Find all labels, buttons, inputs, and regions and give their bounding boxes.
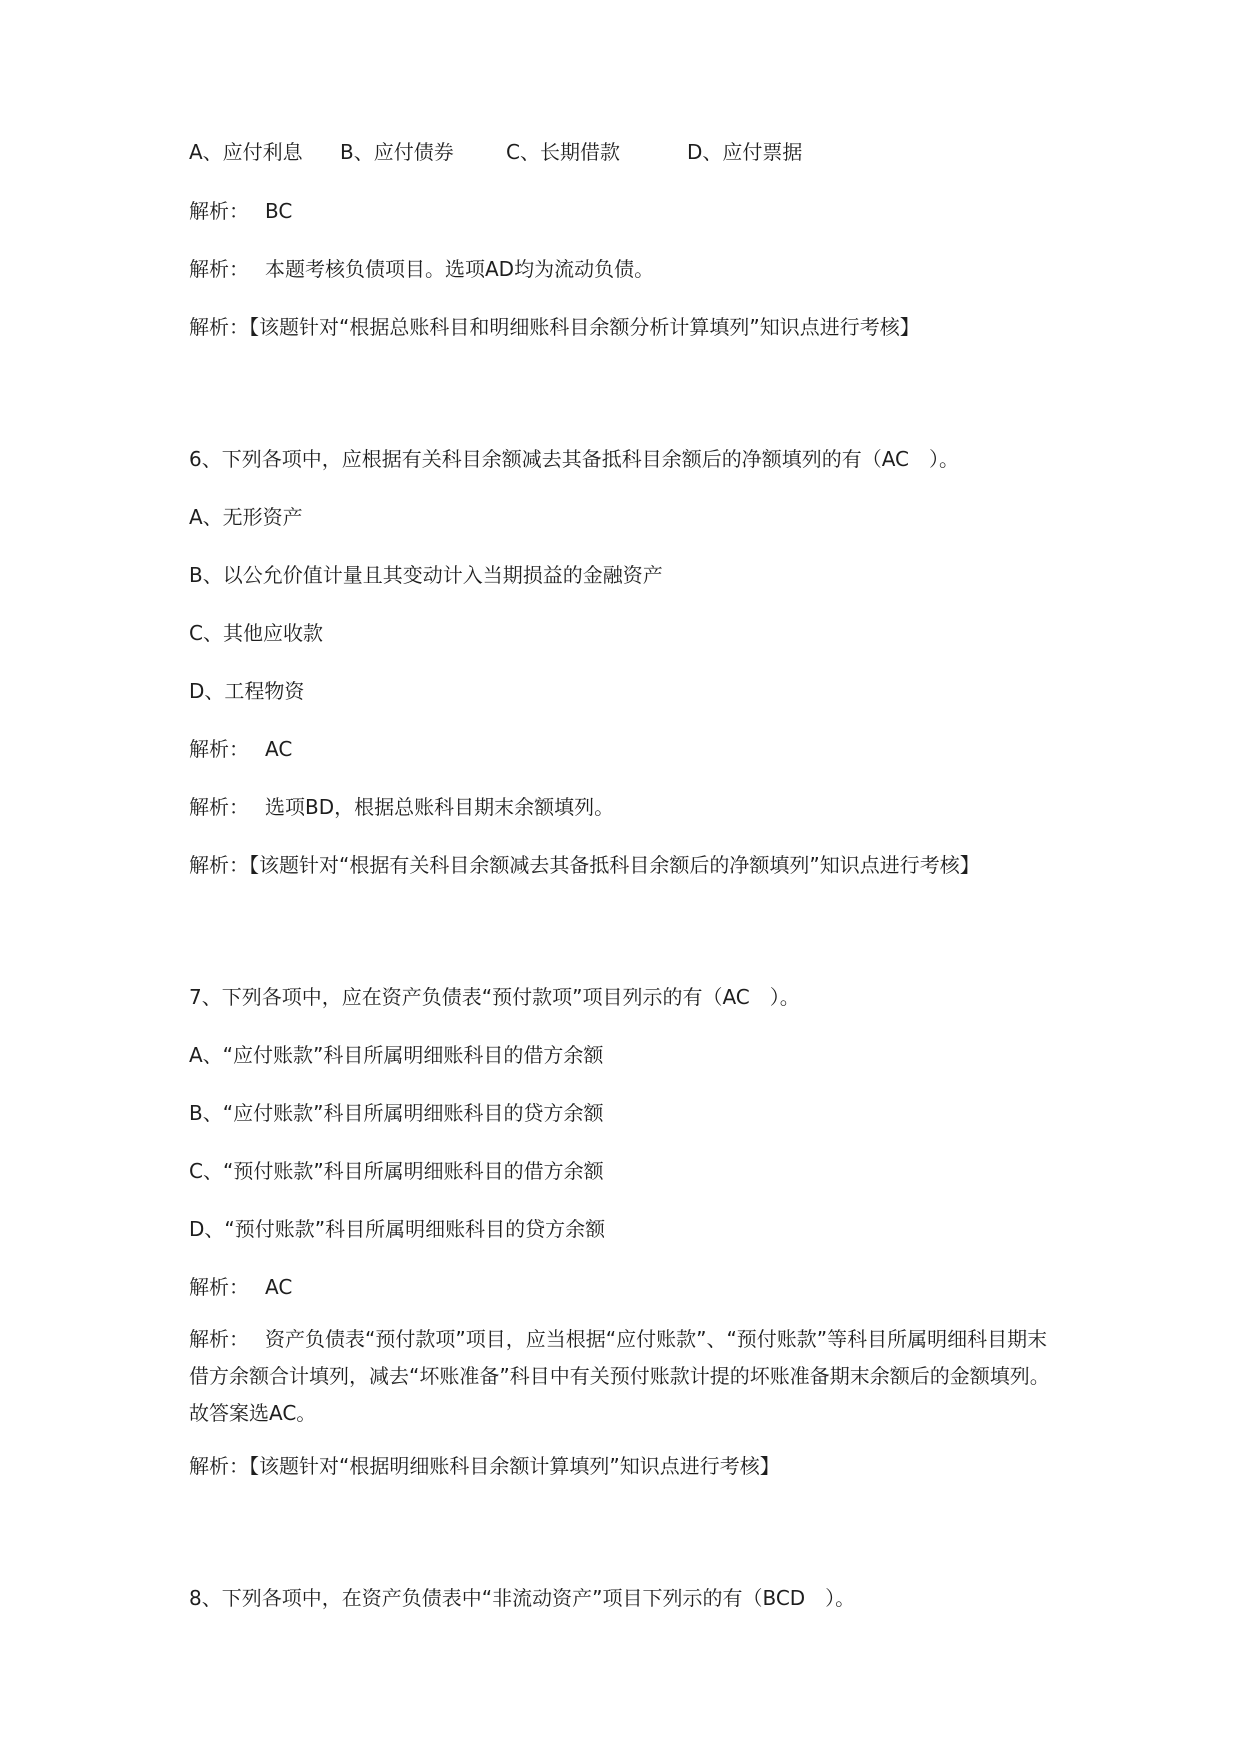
q7-explanation-text: 资产负债表“预付款项”项目，应当根据“应付账款”、“预付账款”等科目所属明细科目期末借方余额合计填列，减去“坏账准备”科目中有关预付账款计提的坏账准备期末余额后的金额填列。故答案选AC。 <box>189 1327 1050 1425</box>
q7-explanation <box>189 1321 1057 1432</box>
q5-option-c: C、长期借款 <box>506 140 620 164</box>
q6-option-a: A、无形资产 <box>189 505 303 529</box>
q5-option-a: A、应付利息 <box>189 140 303 164</box>
q6-option-b: B、以公允价值计量且其变动计入当期损益的金融资产 <box>189 563 663 587</box>
q7-explanation-label: 解析： <box>189 1327 249 1351</box>
q7-answer-value: AC <box>265 1275 293 1299</box>
q5-option-b: B、应付债券 <box>340 140 454 164</box>
q6-option-d: D、工程物资 <box>189 679 305 703</box>
q7-question: 7、下列各项中，应在资产负债表“预付款项”项目列示的有（AC ）。 <box>189 985 800 1009</box>
q6-question: 6、下列各项中，应根据有关科目余额减去其备抵科目余额后的净额填列的有（AC ）。 <box>189 447 960 471</box>
q6-explanation-text: 选项BD，根据总账科目期末余额填列。 <box>265 795 615 819</box>
q7-option-c: C、“预付账款”科目所属明细账科目的借方余额 <box>189 1159 604 1183</box>
q5-option-d: D、应付票据 <box>687 140 803 164</box>
q8-question: 8、下列各项中，在资产负债表中“非流动资产”项目下列示的有（BCD ）。 <box>189 1586 856 1610</box>
q6-option-c: C、其他应收款 <box>189 621 323 645</box>
q6-answer-value: AC <box>265 737 293 761</box>
q7-answer <box>189 1272 292 1302</box>
q6-explanation <box>189 792 614 822</box>
q5-answer-value: BC <box>265 199 293 223</box>
q7-option-d: D、“预付账款”科目所属明细账科目的贷方余额 <box>189 1217 606 1241</box>
q5-explanation <box>189 254 654 284</box>
q7-answer-label: 解析： <box>189 1275 249 1299</box>
q6-answer-label: 解析： <box>189 737 249 761</box>
q5-knowledge-point: 解析：【该题针对“根据总账科目和明细账科目余额分析计算填列”知识点进行考核】 <box>189 315 920 339</box>
q6-answer <box>189 734 292 764</box>
q5-answer <box>189 196 292 226</box>
q5-explanation-text: 本题考核负债项目。选项AD均为流动负债。 <box>265 257 655 281</box>
q5-explanation-label: 解析： <box>189 257 249 281</box>
q7-option-b: B、“应付账款”科目所属明细账科目的贷方余额 <box>189 1101 604 1125</box>
q6-knowledge-point: 解析：【该题针对“根据有关科目余额减去其备抵科目余额后的净额填列”知识点进行考核】 <box>189 853 980 877</box>
q7-knowledge-point: 解析：【该题针对“根据明细账科目余额计算填列”知识点进行考核】 <box>189 1454 780 1478</box>
q7-option-a: A、“应付账款”科目所属明细账科目的借方余额 <box>189 1043 604 1067</box>
q6-explanation-label: 解析： <box>189 795 249 819</box>
q5-answer-label: 解析： <box>189 199 249 223</box>
